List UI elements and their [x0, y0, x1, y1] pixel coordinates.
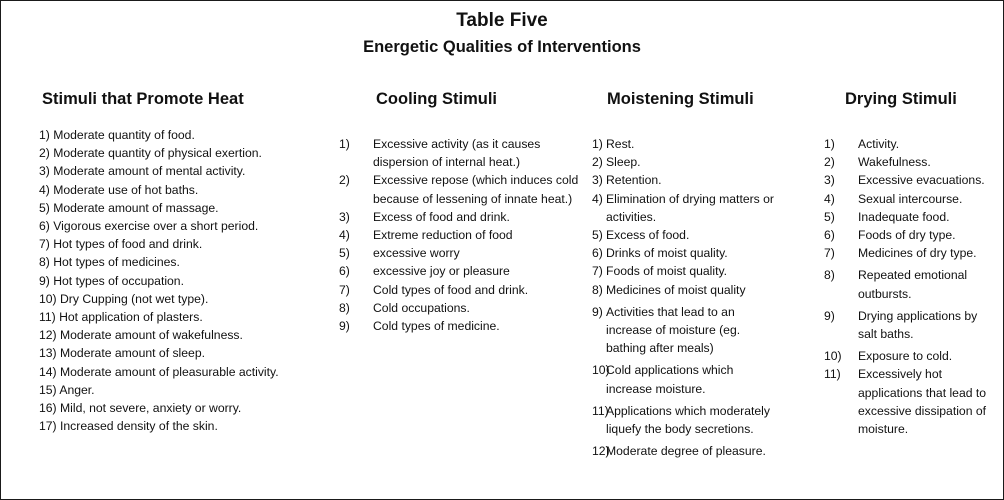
item-text: Medicines of dry type.	[858, 246, 977, 261]
list-item: 9) Hot types of occupation.	[39, 273, 184, 288]
item-text: Excess of food and drink.	[373, 209, 510, 224]
list-item	[824, 135, 994, 153]
item-text: Repeated emotional outbursts.	[858, 268, 968, 301]
item-number: 6)	[592, 246, 603, 261]
item-text: Elimination of drying matters or activities.	[606, 191, 774, 224]
list-item: 10) Dry Cupping (not wet type).	[39, 291, 209, 306]
list-item: 2) Moderate quantity of physical exertion.	[39, 146, 262, 161]
list-item	[592, 303, 782, 358]
list-item: 7) Hot types of food and drink.	[39, 237, 203, 252]
item-text: Moderate degree of pleasure.	[606, 444, 766, 459]
item-text: excessive worry	[373, 246, 460, 261]
list-item: 14) Moderate amount of pleasurable activity.	[39, 364, 279, 379]
item-number: 1)	[339, 137, 350, 151]
item-number: 2)	[592, 155, 603, 170]
item-text: Activity.	[858, 137, 900, 151]
list-item: 6) Vigorous exercise over a short period.	[39, 219, 259, 234]
item-text: Medicines of moist quality	[606, 282, 746, 297]
item-text: Excessive evacuations.	[858, 173, 985, 188]
item-text: Drinks of moist quality.	[606, 246, 728, 261]
item-number: 5)	[592, 228, 603, 243]
item-number: 12)	[592, 444, 610, 459]
item-text: Foods of moist quality.	[606, 264, 728, 279]
list-item: 8) Hot types of medicines.	[39, 255, 180, 270]
column-heading: Moistening Stimuli	[607, 90, 754, 108]
item-number: 7)	[824, 246, 835, 261]
item-number: 3)	[824, 173, 835, 188]
list-item	[339, 317, 579, 335]
list-item	[824, 266, 994, 302]
list-item	[339, 171, 579, 207]
item-text: Cold applications which increase moisture.	[606, 363, 734, 396]
item-text: Exposure to cold.	[858, 349, 953, 364]
list-item: 11) Hot application of plasters.	[39, 310, 203, 325]
list-item: 17) Increased density of the skin.	[39, 419, 218, 434]
column-heading: Drying Stimuli	[845, 90, 957, 108]
item-text: Excessive repose (which induces cold because of lessening of innate heat.)	[373, 173, 579, 206]
list-item	[824, 190, 994, 208]
table-title: Table Five	[456, 10, 548, 31]
item-number: 8)	[592, 282, 603, 297]
item-number: 11)	[824, 367, 841, 382]
item-text: Cold types of medicine.	[373, 319, 500, 334]
item-text: Wakefulness.	[858, 155, 931, 170]
list-item	[824, 226, 994, 244]
list-item	[824, 365, 994, 438]
item-text: Cold occupations.	[373, 300, 470, 315]
list-item: 5) Moderate amount of massage.	[39, 200, 219, 215]
column-cooling	[339, 90, 579, 335]
list-item: 3) Moderate amount of mental activity.	[39, 164, 246, 179]
list-item	[339, 299, 579, 317]
item-number: 1)	[824, 137, 835, 151]
item-number: 9)	[339, 319, 350, 334]
list-item	[339, 281, 579, 299]
item-list	[592, 135, 782, 460]
item-number: 4)	[592, 191, 603, 206]
list-item	[592, 442, 782, 460]
table-subtitle: Energetic Qualities of Interventions	[363, 38, 641, 56]
list-item	[339, 226, 579, 244]
item-number: 6)	[339, 264, 350, 279]
list-item: 16) Mild, not severe, anxiety or worry.	[39, 401, 242, 416]
list-item: 4) Moderate use of hot baths.	[39, 182, 199, 197]
list-item	[592, 226, 782, 244]
item-number: 4)	[824, 191, 835, 206]
list-item: 13) Moderate amount of sleep.	[39, 346, 205, 361]
list-item	[592, 262, 782, 280]
list-item	[592, 402, 782, 438]
item-number: 9)	[592, 304, 603, 319]
column-drying	[824, 90, 994, 438]
item-list	[39, 126, 339, 435]
item-number: 4)	[339, 228, 350, 243]
item-number: 6)	[824, 228, 835, 243]
item-number: 7)	[339, 282, 350, 297]
list-item	[824, 347, 994, 365]
item-number: 3)	[339, 209, 350, 224]
item-text: Foods of dry type.	[858, 228, 956, 243]
list-item	[592, 153, 782, 171]
list-item	[339, 208, 579, 226]
list-item	[592, 171, 782, 189]
list-item	[824, 153, 994, 171]
item-text: Inadequate food.	[858, 209, 950, 224]
list-item: 15) Anger.	[39, 382, 95, 397]
item-number: 10)	[592, 363, 610, 378]
item-number: 5)	[339, 246, 350, 261]
item-number: 2)	[339, 173, 350, 188]
list-item	[824, 171, 994, 189]
list-item: 1) Moderate quantity of food.	[39, 128, 195, 142]
column-heat	[39, 90, 339, 435]
item-number: 5)	[824, 209, 835, 224]
item-text: Cold types of food and drink.	[373, 282, 529, 297]
column-heading: Stimuli that Promote Heat	[42, 90, 244, 108]
item-text: excessive joy or pleasure	[373, 264, 510, 279]
item-text: Sleep.	[606, 155, 641, 170]
item-number: 11)	[592, 403, 609, 418]
item-number: 3)	[592, 173, 603, 188]
item-text: Sexual intercourse.	[858, 191, 963, 206]
item-number: 2)	[824, 155, 835, 170]
item-text: Rest.	[606, 137, 635, 151]
item-text: Excess of food.	[606, 228, 690, 243]
list-item	[824, 244, 994, 262]
list-item	[592, 190, 782, 226]
item-number: 8)	[339, 300, 350, 315]
column-moistening	[592, 90, 782, 460]
item-text: Applications which moderately liquefy the body secretions.	[606, 403, 770, 437]
item-text: Drying applications by salt baths.	[858, 308, 978, 342]
list-item	[339, 262, 579, 280]
item-number: 10)	[824, 349, 842, 364]
item-number: 8)	[824, 268, 835, 283]
item-text: Excessive activity (as it causes dispersion of internal heat.)	[373, 137, 541, 170]
list-item	[592, 244, 782, 262]
item-text: Activities that lead to an increase of moisture (eg. bathing after meals)	[606, 304, 741, 356]
list-item	[592, 281, 782, 299]
list-item: 12) Moderate amount of wakefulness.	[39, 328, 243, 343]
list-item	[592, 361, 782, 397]
item-number: 9)	[824, 308, 835, 323]
item-list	[824, 135, 994, 438]
list-item	[592, 135, 782, 153]
list-item	[339, 135, 579, 171]
item-number: 7)	[592, 264, 603, 279]
list-item	[339, 244, 579, 262]
item-list	[339, 135, 579, 335]
item-number: 1)	[592, 137, 603, 151]
list-item	[824, 307, 994, 343]
list-item	[824, 208, 994, 226]
column-heading: Cooling Stimuli	[376, 90, 497, 108]
item-text: Excessively hot applications that lead to excessive dissipation of moisture.	[858, 367, 987, 437]
item-text: Extreme reduction of food	[373, 228, 513, 243]
item-text: Retention.	[606, 173, 662, 188]
